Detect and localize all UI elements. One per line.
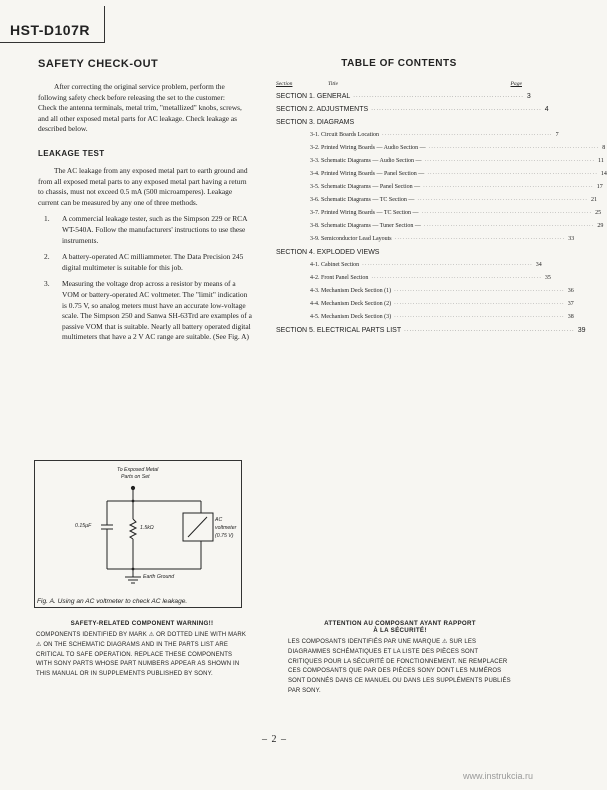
method-item (38, 252, 252, 273)
toc-entry-label: SECTION 2. ADJUSTMENTS (276, 106, 369, 113)
method-number: 3. (44, 279, 50, 289)
toc-page-number: 14 (600, 171, 607, 177)
toc-leader-dots: ································································ (394, 302, 565, 307)
toc-subsection-row (276, 197, 597, 210)
toc-subsection-row (276, 210, 602, 223)
toc-page-number: 25 (595, 210, 602, 216)
figure-label-top-1: To Exposed Metal (117, 467, 159, 473)
toc-page-number: 7 (555, 132, 559, 138)
toc-entry-label: SECTION 5. ELECTRICAL PARTS LIST (276, 327, 402, 334)
method-item (38, 214, 252, 246)
header-rule-vertical (104, 6, 105, 42)
warning-title-line-1: ATTENTION AU COMPOSANT AYANT RAPPORT (324, 620, 476, 627)
toc-leader-dots: ································································ (421, 211, 593, 216)
method-number: 2. (44, 252, 50, 262)
toc-leader-dots: ································································ (424, 159, 596, 164)
toc-leader-dots: ································································ (423, 185, 594, 190)
page-number: – 2 – (262, 734, 287, 745)
toc-entry-label: 4-3. Mechanism Deck Section (1) (310, 288, 392, 294)
safety-check-text: Check the antenna terminals, metal trim, "metallized" knobs, screws, and all other exposed metal parts for AC leakage. Check leakage as described below. (38, 103, 242, 134)
toc-subsection-row (276, 236, 575, 249)
toc-leader-dots: ································································ (428, 146, 600, 151)
toc-header (276, 81, 522, 87)
toc-page-number: 36 (567, 288, 574, 294)
toc-subsection-row (276, 171, 607, 184)
toc-entry-label: 3-9. Semiconductor Lead Layouts (310, 236, 392, 242)
toc-subsection-row (276, 223, 604, 236)
method-text: Measuring the voltage drop across a resistor by means of a VOM or battery-operated AC voltmeter. The "limit" indication is 0.75 V, so analog meters must have an accurate low-voltage scale. The Simpson 250 and Sanwa SH-63Trd are examples of a passive VOM that is suitable. Nearly all battery operated digital multimeters that have a 2 V AC range are suitable. (See Fig. A) (62, 279, 252, 342)
toc-subsection-row (276, 275, 551, 288)
table-of-contents (276, 58, 607, 340)
toc-col-section: Section (276, 81, 293, 87)
method-text: A commercial leakage tester, such as the Simpson 229 or RCA WT-540A. Follow the manufacturers' instructions to use these instruments. (62, 214, 248, 245)
toc-section-row (276, 327, 586, 340)
model-number: HST-D107R (10, 22, 90, 38)
toc-subsection-row (276, 184, 603, 197)
leakage-circuit-diagram (35, 461, 241, 607)
toc-leader-dots: ································································ (423, 224, 595, 229)
toc-leader-dots: ································································ (371, 107, 542, 113)
toc-entry-label: 3-7. Printed Wiring Boards — TC Section — (310, 210, 419, 216)
safety-title: SAFETY CHECK-OUT (38, 58, 159, 70)
toc-page-number: 21 (590, 197, 597, 203)
toc-leader-dots: ································································ (371, 276, 542, 281)
toc-subsection-row (276, 145, 606, 158)
meter-label-3: (0.75 V) (215, 533, 234, 539)
toc-leader-dots: ································································ (427, 172, 598, 177)
toc-title: TABLE OF CONTENTS (341, 58, 457, 69)
toc-leader-dots: ································································ (404, 328, 575, 334)
toc-subsection-row (276, 314, 574, 327)
figure-caption: Fig. A. Using an AC voltmeter to check AC leakage. (37, 598, 188, 605)
toc-page-number: 35 (544, 275, 551, 281)
toc-subsection-row (276, 301, 574, 314)
header-rule-horizontal (0, 42, 105, 43)
warning-body: LES COMPOSANTS IDENTIFIÉS PAR UNE MARQUE ⚠ SUR LES DIAGRAMMES SCHÉMATIQUES ET LA LISTE DES PIÈCES SONT CRITIQUES POUR LA SÉCURITÉ DE FONCTIONNEMENT. NE REMPLACER CES COMPOSANTS QUE PAR DES PIÈCES SONY DONT LES NUMÉROS SONT DONNÉS DANS CE MANUEL OU DANS LES SUPPLÉMENTS PUBLIÉS PAR SONY. (288, 639, 511, 694)
capacitor-label: 0.15µF (75, 523, 92, 529)
toc-subsection-row (276, 288, 574, 301)
toc-leader-dots: ································································ (382, 133, 553, 138)
toc-leader-dots: ································································ (394, 315, 565, 320)
method-number: 1. (44, 214, 50, 224)
watermark-url: www.instrukcia.ru (463, 771, 534, 781)
toc-entry-label: 4-4. Mechanism Deck Section (2) (310, 301, 392, 307)
toc-col-title: Title (328, 81, 338, 87)
safety-warning-french (288, 620, 512, 697)
toc-page-number: 39 (577, 327, 586, 334)
resistor-label: 1.5kΩ (140, 525, 154, 531)
toc-entry-label: SECTION 3. DIAGRAMS (276, 119, 355, 126)
toc-page-number: 33 (568, 236, 575, 242)
toc-subsection-row (276, 262, 542, 275)
toc-entry-label: 3-3. Schematic Diagrams — Audio Section — (310, 158, 422, 164)
toc-entry-label: 4-1. Cabinet Section (310, 262, 360, 268)
toc-section-row (276, 93, 531, 106)
leakage-test-title: LEAKAGE TEST (38, 148, 105, 158)
toc-subsection-row (276, 132, 559, 145)
toc-page-number: 29 (597, 223, 604, 229)
toc-leader-dots: ································································ (394, 237, 566, 242)
toc-page-number: 37 (567, 301, 574, 307)
toc-entry-label: 3-6. Schematic Diagrams — TC Section — (310, 197, 415, 203)
meter-label-2: voltmeter (215, 525, 237, 531)
toc-entry-label: 3-4. Printed Wiring Boards — Panel Section — (310, 171, 425, 177)
toc-page-number: 34 (535, 262, 542, 268)
toc-entry-label: 3-5. Schematic Diagrams — Panel Section — (310, 184, 421, 190)
toc-page-number: 4 (544, 106, 549, 113)
method-item (38, 279, 252, 343)
toc-entry-label: 3-2. Printed Wiring Boards — Audio Section — (310, 145, 426, 151)
toc-page-number: 8 (602, 145, 606, 151)
toc-entry-label: 4-5. Mechanism Deck Section (3) (310, 314, 392, 320)
toc-entry-label: 3-1. Circuit Boards Location (310, 132, 379, 138)
toc-page-number: 38 (567, 314, 574, 320)
warning-title-line-2: À LA SÉCURITÉ! (373, 627, 427, 634)
warning-title: SAFETY-RELATED COMPONENT WARNING!! (70, 620, 214, 627)
toc-entry-label: SECTION 1. GENERAL (276, 93, 351, 100)
toc-page-number: 17 (596, 184, 603, 190)
toc-entry-label: SECTION 4. EXPLODED VIEWS (276, 249, 380, 256)
toc-leader-dots: ································································ (353, 94, 524, 100)
figure-label-top-2: Parts on Set (121, 474, 150, 480)
toc-entry-label: 4-2. Front Panel Section (310, 275, 369, 281)
meter-label-1: AC (215, 517, 223, 523)
toc-leader-dots: ································································ (394, 289, 565, 294)
warning-body: COMPONENTS IDENTIFIED BY MARK ⚠ OR DOTTED LINE WITH MARK ⚠ ON THE SCHEMATIC DIAGRAMS AND IN THE PARTS LIST ARE CRITICAL TO SAFE OPERATION. REPLACE THESE COMPONENTS WITH SONY PARTS WHOSE PART NUMBERS APPEAR AS SHOWN IN THIS MANUAL OR IN SUPPLEMENTS PUBLISHED BY SONY. (36, 632, 247, 678)
safety-column (38, 58, 252, 343)
figure-a (34, 460, 242, 608)
toc-leader-dots: ································································ (362, 263, 533, 268)
toc-page-number: 3 (526, 93, 531, 100)
safety-intro: After correcting the original service problem, perform the following safety check before releasing the set to the customer: (38, 82, 225, 102)
leakage-test-body: The AC leakage from any exposed metal part to earth ground and from all exposed metal parts to any exposed metal part having a return to chassis, must not exceed 0.5 mA (500 microamperes). Leakage current can be measured by any one of three methods. (38, 165, 248, 207)
toc-leader-dots: ································································ (417, 198, 588, 203)
toc-section-row (276, 249, 522, 262)
method-text: A battery-operated AC milliammeter. The Data Precision 245 digital multimeter is suitable for this job. (62, 252, 244, 272)
toc-col-page: Page (510, 81, 522, 87)
safety-warning-english (36, 620, 248, 680)
toc-section-row (276, 106, 549, 119)
toc-rows (276, 93, 607, 340)
toc-entry-label: 3-8. Schematic Diagrams — Tuner Section — (310, 223, 421, 229)
toc-section-row (276, 119, 522, 132)
toc-page-number: 11 (598, 158, 604, 164)
toc-subsection-row (276, 158, 604, 171)
ground-label: Earth Ground (143, 574, 175, 580)
